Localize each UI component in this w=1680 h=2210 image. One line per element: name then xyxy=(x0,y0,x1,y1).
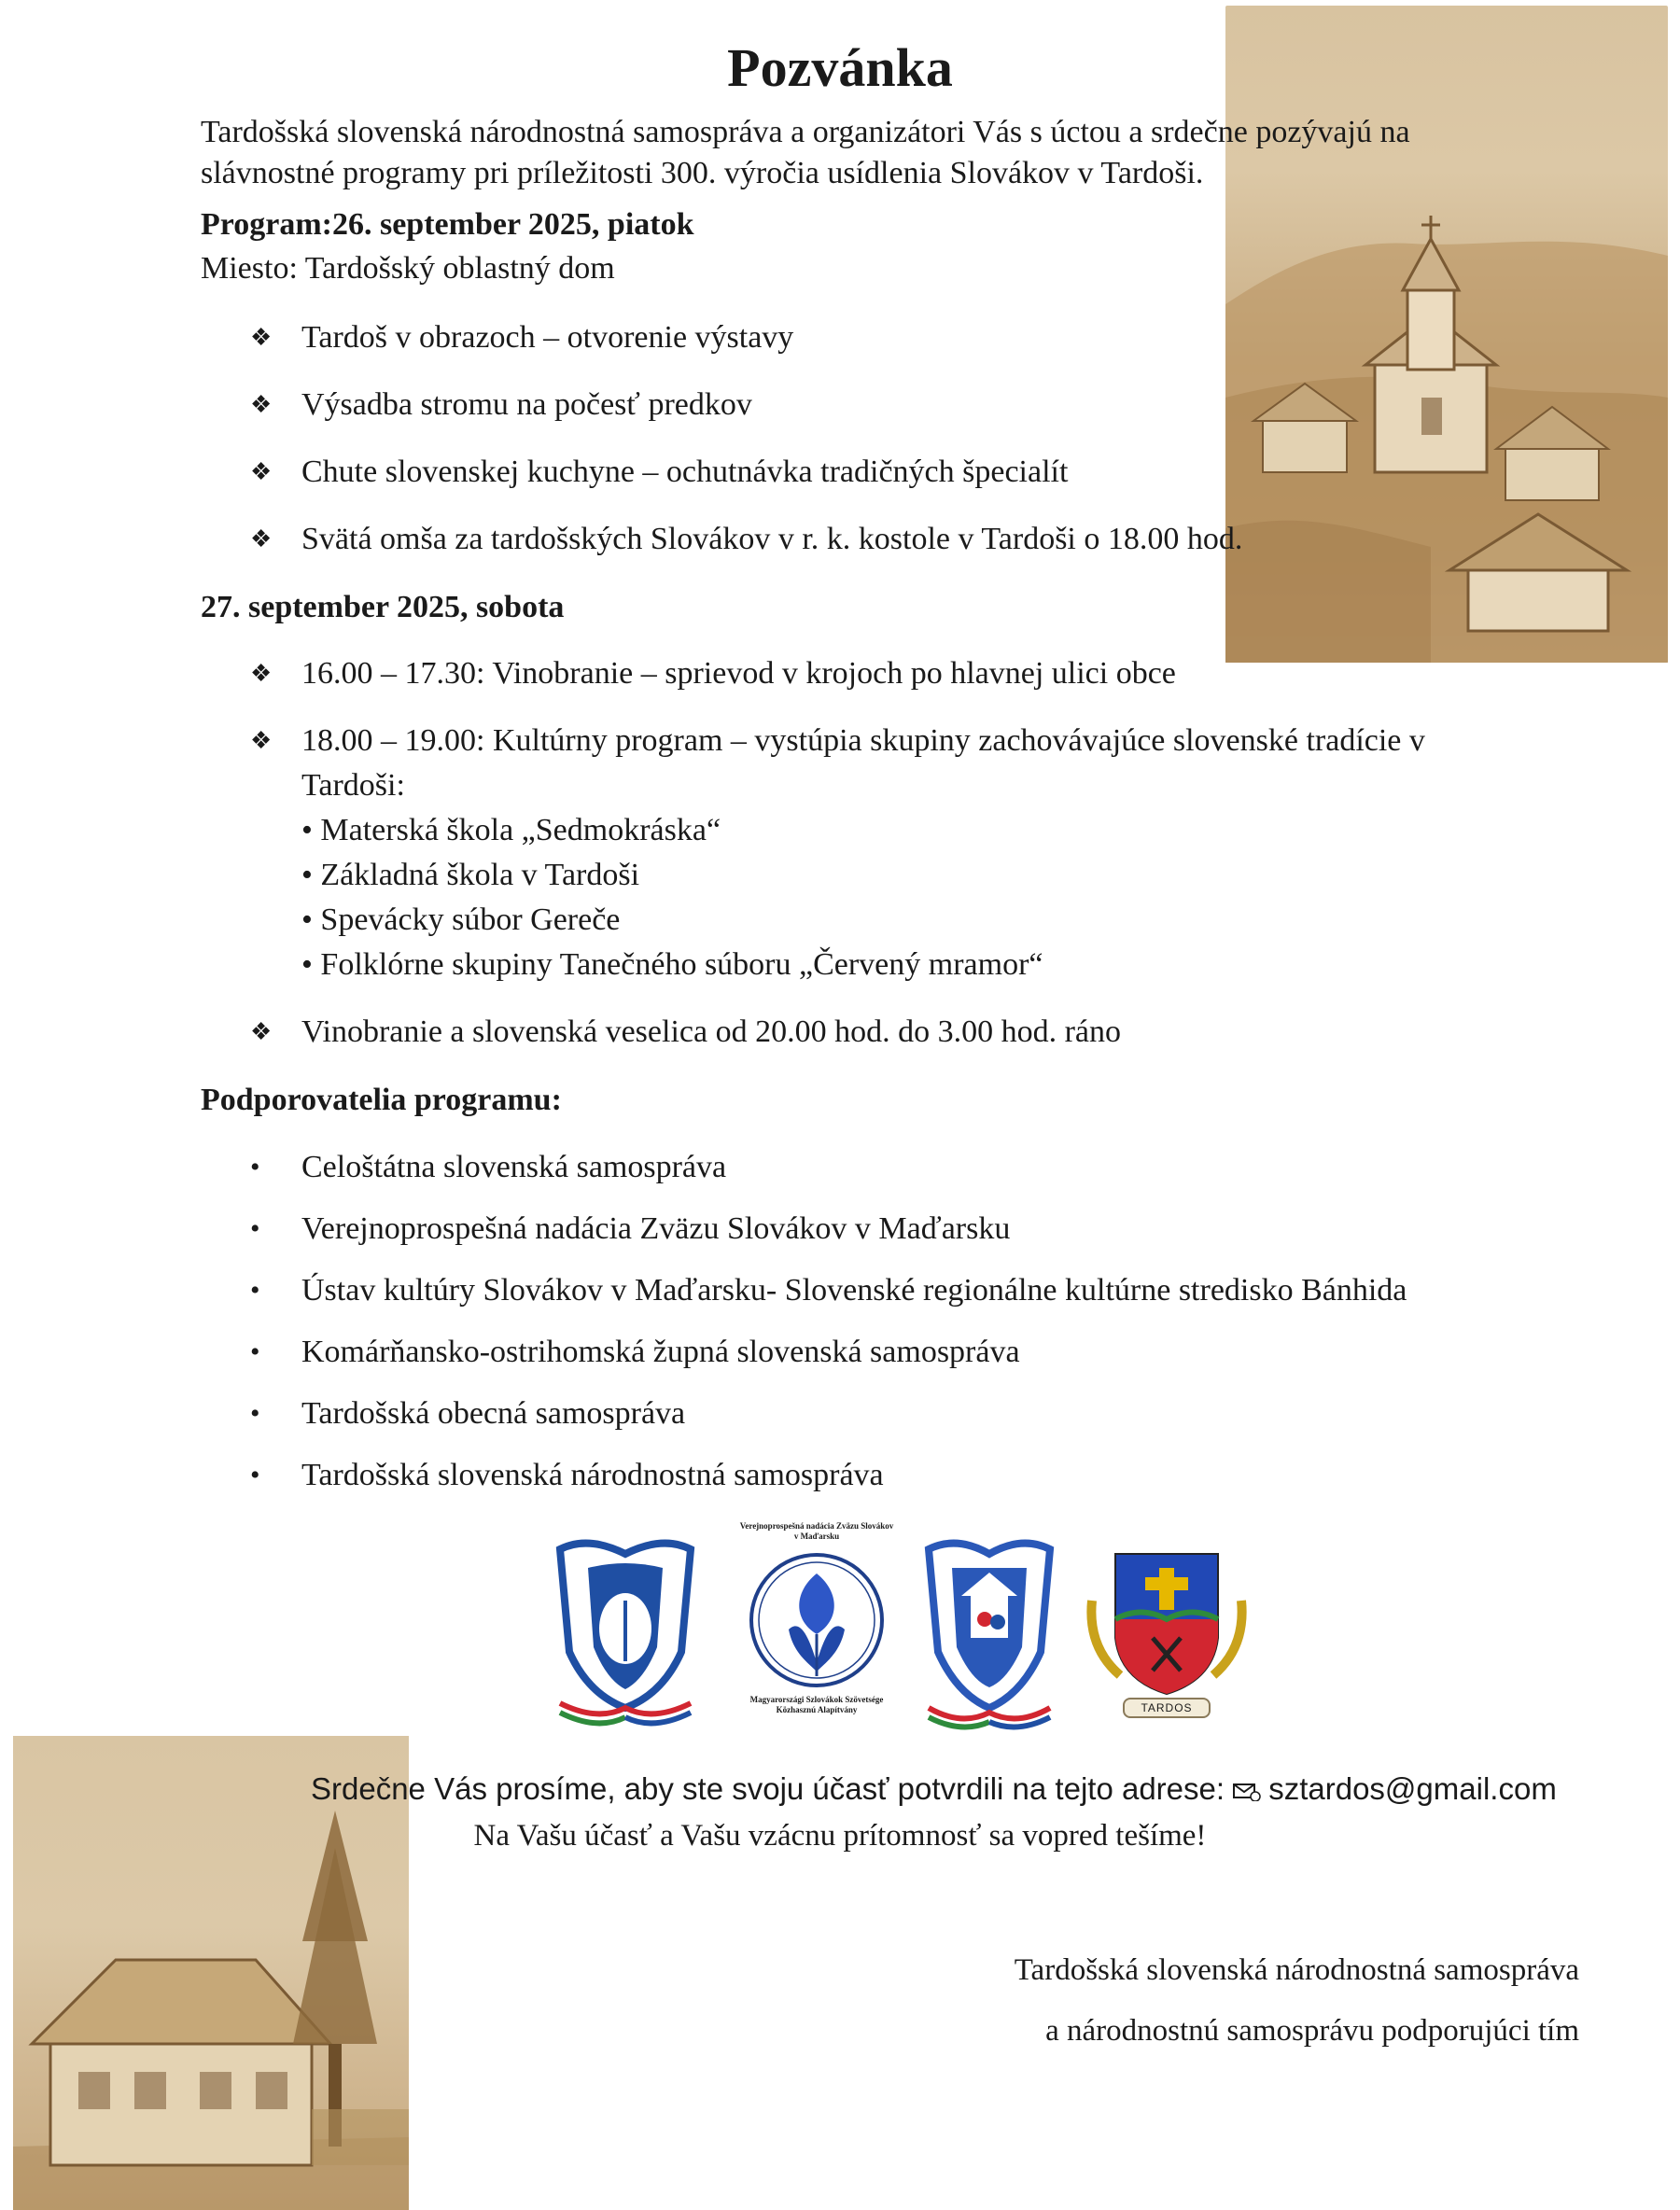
ustav-kultury-logo xyxy=(919,1531,1059,1731)
diamond-bullet-icon: ❖ xyxy=(250,660,273,687)
day2-subitem: • Materská škola „Sedmokráska“ xyxy=(301,813,721,847)
supporter-item: Tardošská obecná samospráva xyxy=(301,1396,686,1431)
email-icon xyxy=(1233,1783,1261,1801)
signature-line-1: Tardošská slovenská národnostná samospráva xyxy=(1014,1953,1579,1987)
diamond-bullet-icon: ❖ xyxy=(250,727,273,754)
rsvp-text: Srdečne Vás prosíme, aby ste svoju účasť potvrdili na tejto adrese: xyxy=(311,1771,1225,1806)
dot-bullet-icon: • xyxy=(250,1213,260,1244)
day1-item: Chute slovenskej kuchyne – ochutnávka tradičných špecialít xyxy=(301,455,1069,489)
supporter-item: Verejnoprospešná nadácia Zväzu Slovákov v Maďarsku xyxy=(301,1211,1011,1246)
day1-item: Tardoš v obrazoch – otvorenie výstavy xyxy=(301,320,794,355)
day2-subitem: • Spevácky súbor Gereče xyxy=(301,902,621,937)
dot-bullet-icon: • xyxy=(250,1336,260,1367)
day2-item-continuation: Tardoši: xyxy=(301,768,405,803)
supporter-item: Komárňansko-ostrihomská župná slovenská samospráva xyxy=(301,1335,1020,1369)
diamond-bullet-icon: ❖ xyxy=(250,1018,273,1045)
day2-subitem: • Základná škola v Tardoši xyxy=(301,858,640,892)
email-link[interactable]: sztardos@gmail.com xyxy=(1268,1771,1557,1806)
diamond-bullet-icon: ❖ xyxy=(250,324,273,351)
foundation-bottom-text: Magyarországi Szlovákok Szövetsége Közhasznú Alapítvány xyxy=(749,1695,884,1714)
supporters-heading: Podporovatelia programu: xyxy=(201,1083,562,1117)
intro-line-1: Tardošská slovenská národnostná samospráva a organizátori Vás s úctou a srdečne pozývajú na xyxy=(201,115,1410,149)
day2-item: Vinobranie a slovenská veselica od 20.00 hod. do 3.00 hod. ráno xyxy=(301,1014,1121,1049)
diamond-bullet-icon: ❖ xyxy=(250,525,273,552)
day1-heading: Program:26. september 2025, piatok xyxy=(201,207,694,242)
page-title: Pozvánka xyxy=(727,37,953,98)
dot-bullet-icon: • xyxy=(250,1398,260,1429)
rsvp-line-2: Na Vašu účasť a Vašu vzácnu prítomnosť sa vopred tešíme! xyxy=(473,1819,1207,1853)
day2-heading: 27. september 2025, sobota xyxy=(201,590,565,624)
day2-item: 16.00 – 17.30: Vinobranie – sprievod v krojoch po hlavnej ulici obce xyxy=(301,656,1176,691)
supporter-item: Ústav kultúry Slovákov v Maďarsku- Slovenské regionálne kultúrne stredisko Bánhida xyxy=(301,1273,1407,1308)
tardos-coat-of-arms-logo xyxy=(1083,1545,1251,1727)
intro-line-2: slávnostné programy pri príležitosti 300. výročia usídlenia Slovákov v Tardoši. xyxy=(201,156,1204,190)
dot-bullet-icon: • xyxy=(250,1460,260,1490)
day2-subitem: • Folklórne skupiny Tanečného súboru „Červený mramor“ xyxy=(301,947,1043,982)
day2-item: 18.00 – 19.00: Kultúrny program – vystúpia skupiny zachovávajúce slovenské tradície v xyxy=(301,723,1425,758)
day1-place: Miesto: Tardošský oblastný dom xyxy=(201,251,615,286)
rsvp-line-1 xyxy=(311,1767,1557,1811)
village-church-illustration xyxy=(1225,6,1668,663)
day1-item: Výsadba stromu na počesť predkov xyxy=(301,387,752,422)
dot-bullet-icon: • xyxy=(250,1152,260,1182)
diamond-bullet-icon: ❖ xyxy=(250,391,273,418)
day1-item: Svätá omša za tardošských Slovákov v r. k. kostole v Tardoši o 18.00 hod. xyxy=(301,522,1243,556)
diamond-bullet-icon: ❖ xyxy=(250,458,273,485)
supporter-item: Tardošská slovenská národnostná samospráva xyxy=(301,1458,884,1492)
signature-line-2: a národnostnú samosprávu podporujúci tím xyxy=(1045,2014,1579,2048)
supporter-item: Celoštátna slovenská samospráva xyxy=(301,1150,727,1184)
tardos-ribbon-text: TARDOS xyxy=(1123,1698,1211,1718)
nadacia-zvazu-slovakov-logo xyxy=(737,1521,896,1717)
dot-bullet-icon: • xyxy=(250,1275,260,1306)
foundation-top-text: Verejnoprospešná nadácia Zväzu Slovákov v Maďarsku xyxy=(739,1521,894,1541)
celostatna-samosprava-logo xyxy=(551,1531,700,1727)
